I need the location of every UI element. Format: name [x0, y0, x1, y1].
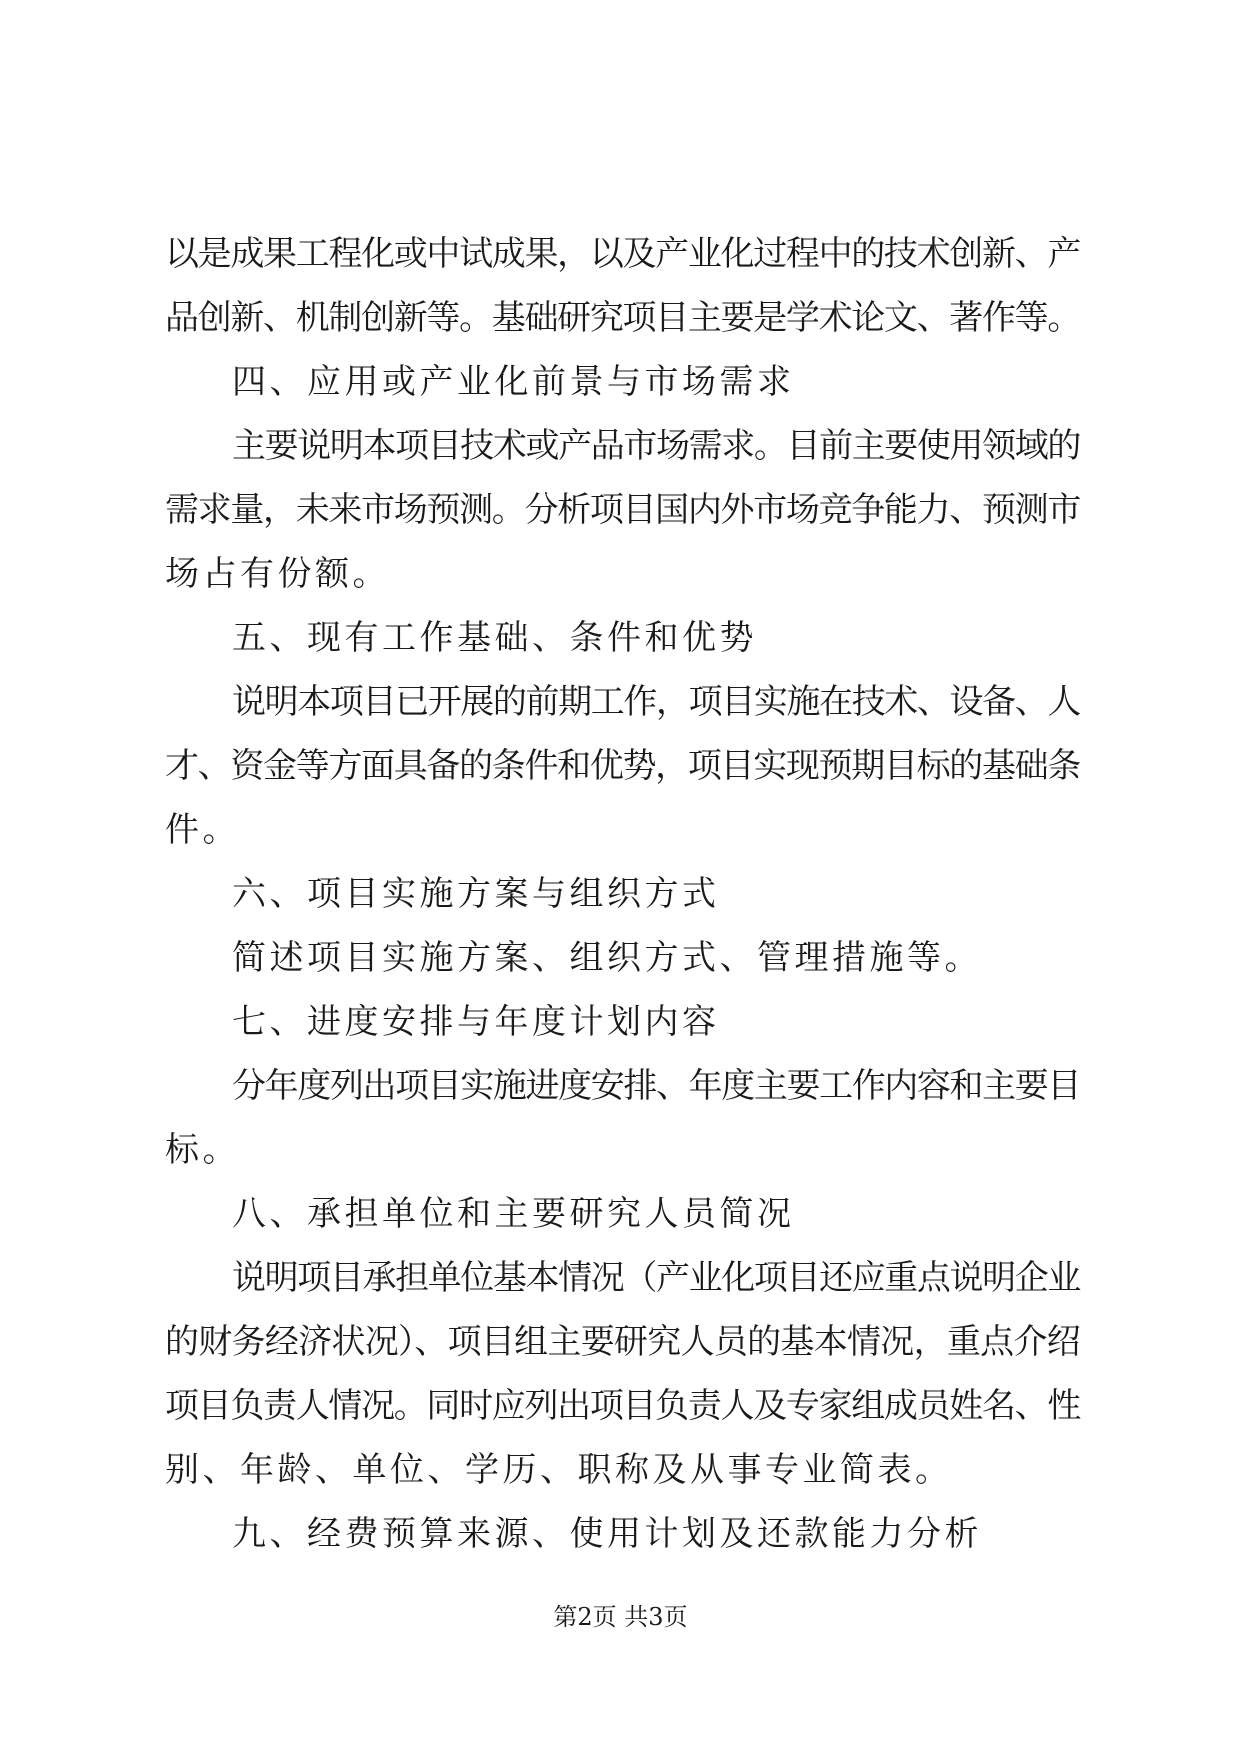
section-heading: 四、应用或产业化前景与市场需求	[232, 362, 795, 402]
page-number-footer: 第2页 共3页	[553, 1603, 688, 1631]
body-line: 别、年龄、单位、学历、职称及从事专业简表。	[165, 1450, 953, 1490]
body-line: 标。	[165, 1130, 240, 1170]
body-line: 需求量，未来市场预测。分析项目国内外市场竞争能力、预测市	[165, 490, 1080, 530]
body-line: 分年度列出项目实施进度安排、年度主要工作内容和主要目	[232, 1066, 1080, 1106]
body-line: 项目负责人情况。同时应列出项目负责人及专家组成员姓名、性	[165, 1386, 1080, 1426]
body-line: 场占有份额。	[165, 554, 390, 594]
section-heading: 六、项目实施方案与组织方式	[232, 874, 720, 914]
section-heading: 九、经费预算来源、使用计划及还款能力分析	[232, 1514, 982, 1554]
section-heading: 五、现有工作基础、条件和优势	[232, 618, 757, 658]
body-line: 件。	[165, 810, 240, 850]
body-line: 以是成果工程化或中试成果，以及产业化过程中的技术创新、产	[165, 234, 1080, 274]
body-line: 说明本项目已开展的前期工作，项目实施在技术、设备、人	[232, 682, 1080, 722]
section-heading: 八、承担单位和主要研究人员简况	[232, 1194, 795, 1234]
body-line: 主要说明本项目技术或产品市场需求。目前主要使用领域的	[232, 426, 1080, 466]
body-line: 品创新、机制创新等。基础研究项目主要是学术论文、著作等。	[165, 298, 1080, 338]
section-heading: 七、进度安排与年度计划内容	[232, 1002, 720, 1042]
body-line: 才、资金等方面具备的条件和优势，项目实现预期目标的基础条	[165, 746, 1080, 786]
body-line: 简述项目实施方案、组织方式、管理措施等。	[232, 938, 982, 978]
body-line: 说明项目承担单位基本情况（产业化项目还应重点说明企业	[232, 1258, 1080, 1298]
body-line: 的财务经济状况）、项目组主要研究人员的基本情况，重点介绍	[165, 1322, 1080, 1362]
